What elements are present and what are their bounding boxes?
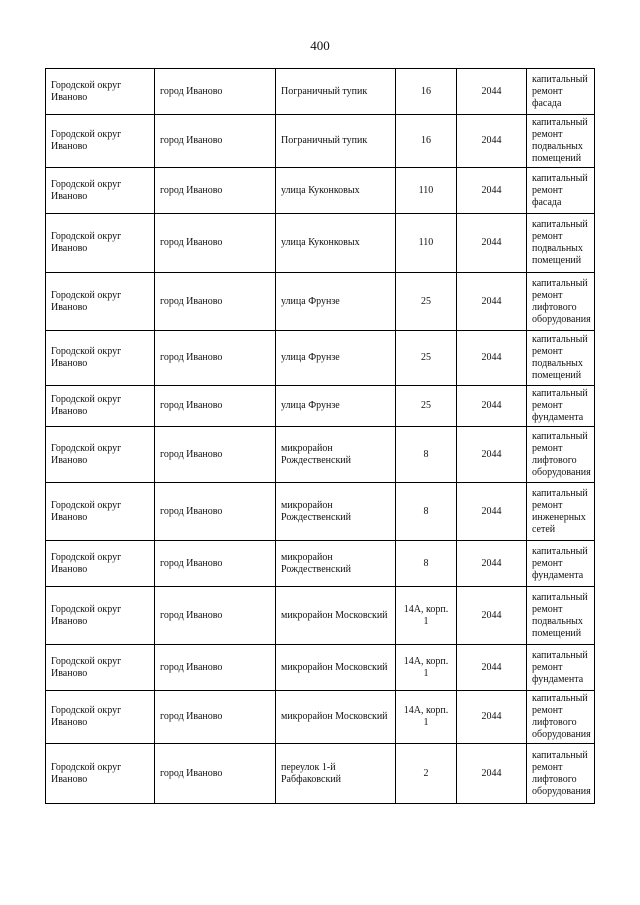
street-cell: Пограничный тупик [276, 115, 396, 168]
table-row [46, 331, 595, 386]
street-cell: микрорайон Московский [276, 587, 396, 645]
table-row [46, 744, 595, 804]
house-number-cell: 110 [396, 168, 457, 214]
district-cell: Городской округ Иваново [46, 273, 155, 331]
district-cell: Городской округ Иваново [46, 115, 155, 168]
street-cell: переулок 1-й Рабфаковский [276, 744, 396, 804]
city-cell: город Иваново [155, 587, 276, 645]
district-cell: Городской округ Иваново [46, 541, 155, 587]
district-cell: Городской округ Иваново [46, 168, 155, 214]
house-number-cell: 2 [396, 744, 457, 804]
city-cell: город Иваново [155, 645, 276, 691]
table-row [46, 115, 595, 168]
year-cell: 2044 [457, 587, 527, 645]
work-type-cell: капитальный ремонт фасада [527, 168, 595, 214]
city-cell: город Иваново [155, 168, 276, 214]
house-number-cell: 16 [396, 115, 457, 168]
district-cell: Городской округ Иваново [46, 744, 155, 804]
table-row [46, 587, 595, 645]
city-cell: город Иваново [155, 331, 276, 386]
work-type-cell: капитальный ремонт подвальных помещений [527, 587, 595, 645]
street-cell: Пограничный тупик [276, 69, 396, 115]
year-cell: 2044 [457, 427, 527, 483]
house-number-cell: 110 [396, 214, 457, 273]
district-cell: Городской округ Иваново [46, 386, 155, 427]
work-type-cell: капитальный ремонт фундамента [527, 386, 595, 427]
table-body [46, 69, 595, 804]
street-cell: микрорайон Рождественский [276, 541, 396, 587]
street-cell: микрорайон Рождественский [276, 427, 396, 483]
street-cell: улица Куконковых [276, 168, 396, 214]
district-cell: Городской округ Иваново [46, 587, 155, 645]
table-row [46, 69, 595, 115]
work-type-cell: капитальный ремонт лифтового оборудования [527, 273, 595, 331]
work-type-cell: капитальный ремонт лифтового оборудования [527, 691, 595, 744]
work-type-cell: капитальный ремонт лифтового оборудования [527, 427, 595, 483]
year-cell: 2044 [457, 115, 527, 168]
work-type-cell: капитальный ремонт подвальных помещений [527, 115, 595, 168]
table-row [46, 691, 595, 744]
page-number: 400 [310, 38, 330, 53]
house-number-cell: 8 [396, 541, 457, 587]
district-cell: Городской округ Иваново [46, 214, 155, 273]
house-number-cell: 25 [396, 331, 457, 386]
table-row [46, 214, 595, 273]
district-cell: Городской округ Иваново [46, 691, 155, 744]
house-number-cell: 14А, корп. 1 [396, 691, 457, 744]
repair-schedule-table [45, 68, 595, 804]
year-cell: 2044 [457, 744, 527, 804]
year-cell: 2044 [457, 691, 527, 744]
district-cell: Городской округ Иваново [46, 483, 155, 541]
year-cell: 2044 [457, 483, 527, 541]
city-cell: город Иваново [155, 541, 276, 587]
street-cell: микрорайон Московский [276, 645, 396, 691]
city-cell: город Иваново [155, 214, 276, 273]
house-number-cell: 25 [396, 273, 457, 331]
city-cell: город Иваново [155, 273, 276, 331]
street-cell: улица Куконковых [276, 214, 396, 273]
house-number-cell: 14А, корп. 1 [396, 645, 457, 691]
table-row [46, 483, 595, 541]
year-cell: 2044 [457, 645, 527, 691]
table-row [46, 386, 595, 427]
street-cell: улица Фрунзе [276, 273, 396, 331]
year-cell: 2044 [457, 386, 527, 427]
house-number-cell: 8 [396, 483, 457, 541]
city-cell: город Иваново [155, 744, 276, 804]
year-cell: 2044 [457, 273, 527, 331]
work-type-cell: капитальный ремонт фундамента [527, 541, 595, 587]
work-type-cell: капитальный ремонт лифтового оборудования [527, 744, 595, 804]
year-cell: 2044 [457, 331, 527, 386]
district-cell: Городской округ Иваново [46, 331, 155, 386]
year-cell: 2044 [457, 69, 527, 115]
district-cell: Городской округ Иваново [46, 427, 155, 483]
work-type-cell: капитальный ремонт инженерных сетей [527, 483, 595, 541]
table-row [46, 541, 595, 587]
work-type-cell: капитальный ремонт подвальных помещений [527, 214, 595, 273]
city-cell: город Иваново [155, 115, 276, 168]
street-cell: улица Фрунзе [276, 386, 396, 427]
work-type-cell: капитальный ремонт фасада [527, 69, 595, 115]
table-row [46, 645, 595, 691]
house-number-cell: 14А, корп. 1 [396, 587, 457, 645]
table-row [46, 273, 595, 331]
district-cell: Городской округ Иваново [46, 645, 155, 691]
city-cell: город Иваново [155, 427, 276, 483]
house-number-cell: 25 [396, 386, 457, 427]
year-cell: 2044 [457, 214, 527, 273]
table-row [46, 427, 595, 483]
city-cell: город Иваново [155, 386, 276, 427]
district-cell: Городской округ Иваново [46, 69, 155, 115]
house-number-cell: 16 [396, 69, 457, 115]
street-cell: микрорайон Рождественский [276, 483, 396, 541]
year-cell: 2044 [457, 168, 527, 214]
city-cell: город Иваново [155, 69, 276, 115]
street-cell: микрорайон Московский [276, 691, 396, 744]
city-cell: город Иваново [155, 691, 276, 744]
house-number-cell: 8 [396, 427, 457, 483]
year-cell: 2044 [457, 541, 527, 587]
work-type-cell: капитальный ремонт подвальных помещений [527, 331, 595, 386]
table-row [46, 168, 595, 214]
street-cell: улица Фрунзе [276, 331, 396, 386]
work-type-cell: капитальный ремонт фундамента [527, 645, 595, 691]
city-cell: город Иваново [155, 483, 276, 541]
